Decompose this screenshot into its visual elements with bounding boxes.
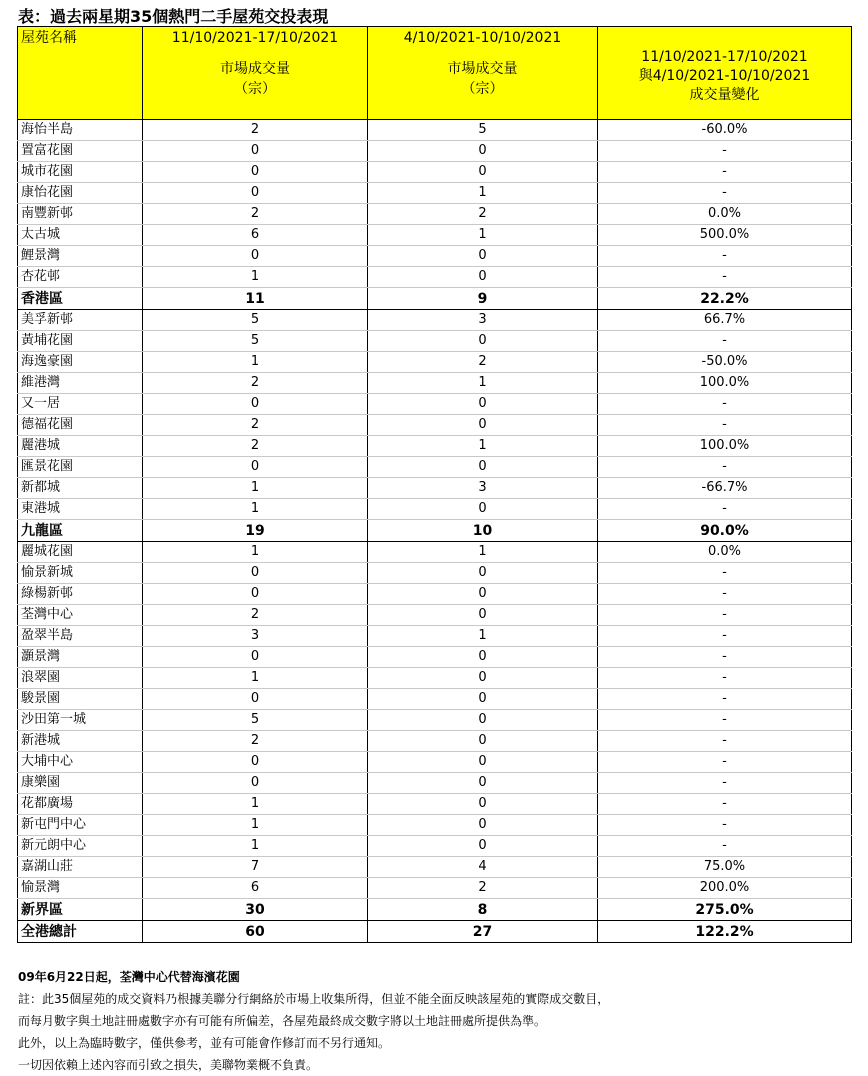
table-row: [18, 878, 852, 899]
change-cell: -: [598, 668, 852, 689]
week2-volume-cell: 0: [368, 499, 598, 520]
estate-name-cell: 匯景花園: [18, 457, 143, 478]
week2-volume-cell: 1: [368, 183, 598, 204]
table-row: [18, 794, 852, 815]
column-header-week1: [143, 27, 368, 120]
estate-name-cell: 九龍區: [18, 520, 143, 542]
change-cell: -: [598, 836, 852, 857]
week1-volume-cell: 0: [143, 773, 368, 794]
week2-volume-cell: 0: [368, 331, 598, 352]
estate-name-cell: 鯉景灣: [18, 246, 143, 267]
week2-volume-cell: 5: [368, 120, 598, 141]
estate-name-cell: 太古城: [18, 225, 143, 246]
estate-name-cell: 浪翠園: [18, 668, 143, 689]
week2-unit-label: （宗）: [461, 81, 504, 97]
estate-name-cell: 綠楊新邨: [18, 584, 143, 605]
change-header-line3: 成交量變化: [689, 86, 760, 103]
estate-name-cell: 美孚新邨: [18, 310, 143, 331]
week2-volume-cell: 9: [368, 288, 598, 310]
week1-volume-cell: 0: [143, 183, 368, 204]
week2-volume-cell: 0: [368, 731, 598, 752]
week1-volume-cell: 0: [143, 162, 368, 183]
week1-volume-label: 市場成交量: [220, 61, 290, 77]
change-cell: 100.0%: [598, 436, 852, 457]
week2-volume-cell: 1: [368, 626, 598, 647]
week2-volume-cell: 0: [368, 162, 598, 183]
change-cell: -: [598, 647, 852, 668]
table-row: [18, 141, 852, 162]
week1-volume-cell: 30: [143, 899, 368, 921]
week1-volume-cell: 0: [143, 141, 368, 162]
estate-name-cell: 麗城花園: [18, 542, 143, 563]
change-cell: -: [598, 141, 852, 162]
estate-name-cell: 黃埔花園: [18, 331, 143, 352]
week2-volume-cell: 3: [368, 310, 598, 331]
change-cell: -: [598, 584, 852, 605]
week1-volume-cell: 19: [143, 520, 368, 542]
subtotal-row: [18, 520, 852, 542]
week1-volume-cell: 2: [143, 373, 368, 394]
note-line: 而每月數字與土地註冊處數字亦有可能有所偏差，各屋苑最終成交數字將以土地註冊處所提供為準。: [18, 1014, 547, 1028]
change-cell: 0.0%: [598, 542, 852, 563]
change-cell: -: [598, 773, 852, 794]
week1-volume-cell: 1: [143, 836, 368, 857]
week2-volume-cell: 10: [368, 520, 598, 542]
estate-name-cell: 全港總計: [18, 921, 143, 943]
change-cell: -: [598, 162, 852, 183]
table-row: [18, 436, 852, 457]
subtotal-row: [18, 288, 852, 310]
column-header-week2: [368, 27, 598, 120]
week1-volume-cell: 0: [143, 689, 368, 710]
week1-volume-cell: 6: [143, 225, 368, 246]
table-row: [18, 331, 852, 352]
column-header-change: [598, 27, 852, 120]
week2-volume-cell: 0: [368, 773, 598, 794]
week1-volume-cell: 1: [143, 794, 368, 815]
week2-volume-cell: 8: [368, 899, 598, 921]
week2-volume-cell: 0: [368, 794, 598, 815]
week1-volume-cell: 1: [143, 815, 368, 836]
week2-volume-cell: 0: [368, 668, 598, 689]
change-cell: 0.0%: [598, 204, 852, 225]
week2-volume-cell: 0: [368, 647, 598, 668]
estate-name-cell: 灝景灣: [18, 647, 143, 668]
change-cell: -: [598, 394, 852, 415]
table-row: [18, 647, 852, 668]
week2-volume-cell: 2: [368, 352, 598, 373]
table-row: [18, 120, 852, 141]
table-row: [18, 373, 852, 394]
week1-volume-cell: 2: [143, 204, 368, 225]
table-row: [18, 857, 852, 878]
week1-volume-cell: 11: [143, 288, 368, 310]
table-row: [18, 352, 852, 373]
estate-name-cell: 沙田第一城: [18, 710, 143, 731]
week1-volume-cell: 0: [143, 647, 368, 668]
estate-name-cell: 南豐新邨: [18, 204, 143, 225]
estate-name-cell: 又一居: [18, 394, 143, 415]
table-row: [18, 267, 852, 288]
note-line: 一切因依賴上述內容而引致之損失，美聯物業概不負責。: [18, 1058, 319, 1072]
week1-volume-cell: 3: [143, 626, 368, 647]
table-row: [18, 773, 852, 794]
change-cell: -: [598, 267, 852, 288]
table-row: [18, 710, 852, 731]
week1-volume-cell: 0: [143, 246, 368, 267]
table-row: [18, 542, 852, 563]
week1-volume-cell: 0: [143, 752, 368, 773]
change-cell: -60.0%: [598, 120, 852, 141]
change-cell: -: [598, 710, 852, 731]
week2-volume-cell: 4: [368, 857, 598, 878]
week2-volume-cell: 2: [368, 878, 598, 899]
change-cell: -50.0%: [598, 352, 852, 373]
table-row: [18, 836, 852, 857]
table-row: [18, 457, 852, 478]
week2-volume-cell: 1: [368, 225, 598, 246]
week2-volume-cell: 0: [368, 689, 598, 710]
week1-volume-cell: 5: [143, 310, 368, 331]
change-cell: -: [598, 815, 852, 836]
estate-name-cell: 康怡花園: [18, 183, 143, 204]
week2-volume-cell: 0: [368, 605, 598, 626]
week2-volume-cell: 0: [368, 752, 598, 773]
note-heading: 09年6月22日起，荃灣中心代替海濱花園: [18, 970, 240, 984]
week2-volume-cell: 2: [368, 204, 598, 225]
table-row: [18, 204, 852, 225]
week1-volume-cell: 1: [143, 542, 368, 563]
week2-date-range: 4/10/2021-10/10/2021: [403, 30, 562, 46]
table-row: [18, 415, 852, 436]
week2-volume-cell: 0: [368, 415, 598, 436]
week1-volume-cell: 2: [143, 605, 368, 626]
estate-name-cell: 愉景灣: [18, 878, 143, 899]
week1-date-range: 11/10/2021-17/10/2021: [171, 30, 339, 46]
estate-name-cell: 新屯門中心: [18, 815, 143, 836]
week1-volume-cell: 0: [143, 394, 368, 415]
note-line: 此外，以上為臨時數字，僅供參考，並有可能會作修訂而不另行通知。: [18, 1036, 391, 1050]
change-cell: -: [598, 563, 852, 584]
table-row: [18, 605, 852, 626]
table-row: [18, 225, 852, 246]
estate-name-cell: 嘉湖山莊: [18, 857, 143, 878]
estate-name-cell: 海怡半島: [18, 120, 143, 141]
change-cell: 22.2%: [598, 288, 852, 310]
estate-name-cell: 新港城: [18, 731, 143, 752]
week1-volume-cell: 7: [143, 857, 368, 878]
week2-volume-cell: 0: [368, 563, 598, 584]
estate-name-cell: 荃灣中心: [18, 605, 143, 626]
change-cell: 500.0%: [598, 225, 852, 246]
estate-name-cell: 盈翠半島: [18, 626, 143, 647]
estate-name-cell: 花都廣場: [18, 794, 143, 815]
table-row: [18, 246, 852, 267]
page-title: 表：過去兩星期35個熱門二手屋苑交投表現: [18, 7, 329, 26]
change-cell: 90.0%: [598, 520, 852, 542]
estate-name-cell: 康樂園: [18, 773, 143, 794]
week2-volume-cell: 0: [368, 141, 598, 162]
change-cell: -: [598, 689, 852, 710]
table-row: [18, 478, 852, 499]
estate-name-cell: 香港區: [18, 288, 143, 310]
estate-name-cell: 東港城: [18, 499, 143, 520]
table-row: [18, 668, 852, 689]
table-row: [18, 183, 852, 204]
week1-volume-cell: 1: [143, 352, 368, 373]
change-cell: 122.2%: [598, 921, 852, 943]
change-header-line2: 與4/10/2021-10/10/2021: [638, 67, 811, 84]
week2-volume-cell: 0: [368, 815, 598, 836]
week2-volume-cell: 1: [368, 436, 598, 457]
change-cell: -: [598, 605, 852, 626]
week1-volume-cell: 1: [143, 478, 368, 499]
change-cell: -: [598, 415, 852, 436]
week1-volume-cell: 1: [143, 499, 368, 520]
week1-volume-cell: 60: [143, 921, 368, 943]
week2-volume-cell: 0: [368, 584, 598, 605]
table-row: [18, 731, 852, 752]
estate-name-cell: 麗港城: [18, 436, 143, 457]
estate-name-cell: 新界區: [18, 899, 143, 921]
change-cell: 200.0%: [598, 878, 852, 899]
change-cell: -: [598, 183, 852, 204]
week1-volume-cell: 0: [143, 563, 368, 584]
estate-name-cell: 愉景新城: [18, 563, 143, 584]
table-body: [18, 120, 852, 943]
estate-name-cell: 置富花園: [18, 141, 143, 162]
change-cell: -: [598, 752, 852, 773]
change-cell: -: [598, 626, 852, 647]
week1-volume-cell: 2: [143, 731, 368, 752]
week1-volume-cell: 0: [143, 584, 368, 605]
estate-name-cell: 新都城: [18, 478, 143, 499]
table-row: [18, 584, 852, 605]
estate-name-cell: 維港灣: [18, 373, 143, 394]
table-row: [18, 689, 852, 710]
estate-name-cell: 海逸豪園: [18, 352, 143, 373]
estate-name-cell: 駿景園: [18, 689, 143, 710]
table-row: [18, 310, 852, 331]
week2-volume-cell: 0: [368, 246, 598, 267]
week2-volume-cell: 1: [368, 542, 598, 563]
week1-volume-cell: 5: [143, 331, 368, 352]
table-row: [18, 815, 852, 836]
week1-volume-cell: 2: [143, 120, 368, 141]
week2-volume-label: 市場成交量: [447, 61, 518, 77]
week2-volume-cell: 0: [368, 836, 598, 857]
change-cell: 75.0%: [598, 857, 852, 878]
change-cell: -: [598, 331, 852, 352]
week1-unit-label: （宗）: [234, 81, 276, 97]
table-row: [18, 563, 852, 584]
week2-volume-cell: 3: [368, 478, 598, 499]
change-cell: -: [598, 794, 852, 815]
estate-name-cell: 新元朗中心: [18, 836, 143, 857]
week2-volume-cell: 27: [368, 921, 598, 943]
table-row: [18, 752, 852, 773]
footnotes: [18, 966, 609, 1076]
estate-name-cell: 大埔中心: [18, 752, 143, 773]
week2-volume-cell: 0: [368, 267, 598, 288]
week2-volume-cell: 1: [368, 373, 598, 394]
change-cell: -: [598, 246, 852, 267]
week2-volume-cell: 0: [368, 710, 598, 731]
table-row: [18, 394, 852, 415]
week1-volume-cell: 2: [143, 436, 368, 457]
transactions-table: [17, 26, 852, 943]
estate-name-cell: 城市花園: [18, 162, 143, 183]
change-cell: 66.7%: [598, 310, 852, 331]
table-header: [18, 27, 852, 120]
subtotal-row: [18, 921, 852, 943]
change-cell: 100.0%: [598, 373, 852, 394]
estate-name-cell: 德福花園: [18, 415, 143, 436]
note-line: 註：此35個屋苑的成交資料乃根據美聯分行網絡於市場上收集所得，但並不能全面反映該屋苑的實際成交數目，: [18, 992, 610, 1006]
estate-name-cell: 杏花邨: [18, 267, 143, 288]
change-cell: -: [598, 731, 852, 752]
change-header-line1: 11/10/2021-17/10/2021: [641, 48, 808, 65]
table-row: [18, 162, 852, 183]
week1-volume-cell: 6: [143, 878, 368, 899]
week1-volume-cell: 2: [143, 415, 368, 436]
change-cell: 275.0%: [598, 899, 852, 921]
week1-volume-cell: 5: [143, 710, 368, 731]
subtotal-row: [18, 899, 852, 921]
week2-volume-cell: 0: [368, 457, 598, 478]
week1-volume-cell: 1: [143, 668, 368, 689]
change-cell: -: [598, 499, 852, 520]
table-row: [18, 499, 852, 520]
column-header-estate-name: 屋苑名稱: [18, 27, 143, 120]
week1-volume-cell: 1: [143, 267, 368, 288]
change-cell: -66.7%: [598, 478, 852, 499]
week1-volume-cell: 0: [143, 457, 368, 478]
week2-volume-cell: 0: [368, 394, 598, 415]
table-row: [18, 626, 852, 647]
change-cell: -: [598, 457, 852, 478]
